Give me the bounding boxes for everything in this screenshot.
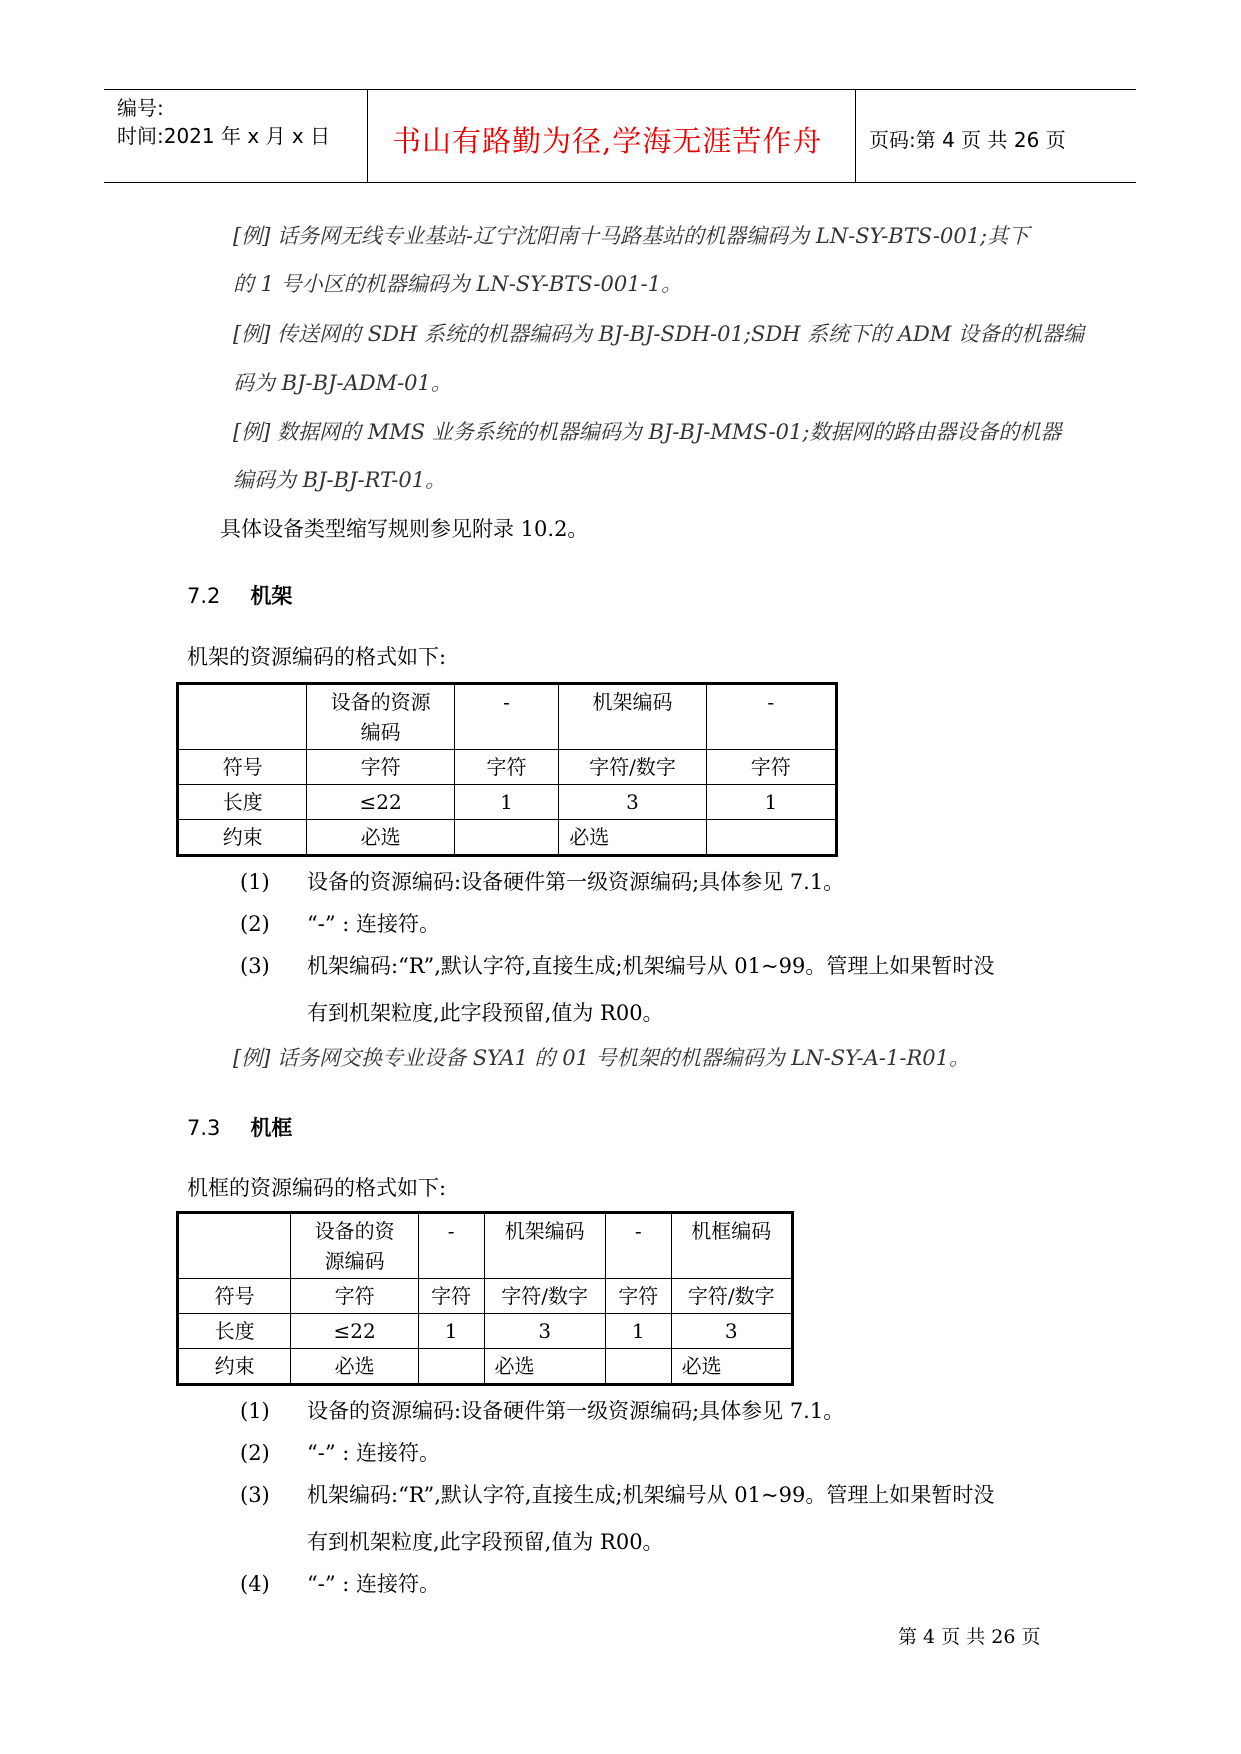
table-cell: 字符 [454, 750, 559, 785]
table-row [178, 1279, 793, 1314]
note-text: 机架编码:“R”,默认字符,直接生成;机架编号从 01~99。管理上如果暂时没 [307, 1483, 995, 1507]
table-cell: 字符 [291, 1279, 418, 1314]
table-row [178, 1314, 793, 1349]
note-index: (3) [240, 1483, 270, 1507]
example-line: [例] 传送网的 SDH 系统的机器编码为 BJ-BJ-SDH-01;SDH 系统下的 ADM 设备的机器编 [233, 322, 1085, 346]
section-title: 机框 [250, 1116, 293, 1140]
table-cell: 机框编码 [671, 1213, 792, 1279]
header-time-label: 时间:2021 年 x 月 x 日 [117, 124, 331, 148]
table-cell: 设备的资源编码 [307, 684, 454, 750]
table-cell: 3 [484, 1314, 605, 1349]
table-row [178, 820, 837, 856]
table-cell: 长度 [178, 785, 307, 820]
table-cell: 必选 [671, 1349, 792, 1385]
table-cell: 字符 [605, 1279, 671, 1314]
table-cell [454, 820, 559, 856]
table-row [178, 750, 837, 785]
table-cell: 1 [418, 1314, 484, 1349]
note-index: (1) [240, 870, 270, 894]
note-index: (2) [240, 912, 270, 936]
note-text: “-” : 连接符。 [307, 1441, 440, 1465]
table-row [178, 1213, 793, 1279]
table-cell: 必选 [291, 1349, 418, 1385]
table-cell: 3 [559, 785, 706, 820]
table-cell: 1 [706, 785, 836, 820]
note-index: (2) [240, 1441, 270, 1465]
header-top-rule [104, 89, 1136, 90]
table-cell: 长度 [178, 1314, 291, 1349]
table-cell: 1 [605, 1314, 671, 1349]
table-cell: 约束 [178, 820, 307, 856]
example-line: 编码为 BJ-BJ-RT-01。 [233, 468, 447, 492]
section-title: 机架 [250, 584, 293, 608]
section-intro: 机框的资源编码的格式如下: [187, 1176, 447, 1200]
note-text-continued: 有到机架粒度,此字段预留,值为 R00。 [307, 1530, 664, 1554]
table-cell: - [454, 684, 559, 750]
table-cell: 字符 [307, 750, 454, 785]
note-text: “-” : 连接符。 [307, 1572, 440, 1596]
table-cell [605, 1349, 671, 1385]
table-cell: 必选 [559, 820, 706, 856]
table-cell [178, 1213, 291, 1279]
table-row [178, 1349, 793, 1385]
note-text: 机架编码:“R”,默认字符,直接生成;机架编号从 01~99。管理上如果暂时没 [307, 954, 995, 978]
note-text: 设备的资源编码:设备硬件第一级资源编码;具体参见 7.1。 [307, 1399, 845, 1423]
section-heading-7-3 [187, 1112, 292, 1142]
note-index: (4) [240, 1572, 270, 1596]
table-cell: ≤22 [291, 1314, 418, 1349]
section-intro: 机架的资源编码的格式如下: [187, 645, 447, 669]
table-cell [706, 820, 836, 856]
table-cell: 字符/数字 [559, 750, 706, 785]
table-cell [178, 684, 307, 750]
page-footer: 第 4 页 共 26 页 [898, 1626, 1041, 1648]
table-cell: ≤22 [307, 785, 454, 820]
note-text: “-” : 连接符。 [307, 912, 440, 936]
table-cell: 字符/数字 [484, 1279, 605, 1314]
table-cell: 符号 [178, 1279, 291, 1314]
header-motto: 书山有路勤为径,学海无涯苦作舟 [392, 124, 823, 158]
header-number-label: 编号: [117, 96, 164, 120]
table-cell: 设备的资源编码 [291, 1213, 418, 1279]
example-line: [例] 话务网交换专业设备 SYA1 的 01 号机架的机器编码为 LN-SY-A-1-R01。 [233, 1046, 971, 1070]
header-bottom-rule [104, 182, 1136, 183]
table-cell: 必选 [307, 820, 454, 856]
note-text-continued: 有到机架粒度,此字段预留,值为 R00。 [307, 1001, 664, 1025]
table-cell: 约束 [178, 1349, 291, 1385]
table-cell: 字符 [706, 750, 836, 785]
table-cell: 符号 [178, 750, 307, 785]
section-number: 7.2 [187, 584, 221, 608]
section-heading-7-2 [187, 580, 292, 610]
header-divider-right [855, 89, 856, 183]
table-cell: 字符 [418, 1279, 484, 1314]
table-cell: 3 [671, 1314, 792, 1349]
table-cell [418, 1349, 484, 1385]
table-cell: 必选 [484, 1349, 605, 1385]
example-line: 的 1 号小区的机器编码为 LN-SY-BTS-001-1。 [233, 272, 683, 296]
note-index: (1) [240, 1399, 270, 1423]
header-divider-left [367, 89, 368, 183]
table-cell: - [706, 684, 836, 750]
example-line: [例] 数据网的 MMS 业务系统的机器编码为 BJ-BJ-MMS-01;数据网的路由器设备的机器 [233, 420, 1062, 444]
frame-format-table [176, 1211, 794, 1386]
rack-format-table [176, 682, 838, 857]
example-line: 码为 BJ-BJ-ADM-01。 [233, 371, 452, 395]
table-cell: 机架编码 [559, 684, 706, 750]
example-line: [例] 话务网无线专业基站-辽宁沈阳南十马路基站的机器编码为 LN-SY-BTS-001;其下 [233, 224, 1030, 248]
table-row [178, 785, 837, 820]
header-page-label: 页码:第 4 页 共 26 页 [869, 128, 1066, 152]
table-cell: - [605, 1213, 671, 1279]
table-cell: 机架编码 [484, 1213, 605, 1279]
note-text: 设备的资源编码:设备硬件第一级资源编码;具体参见 7.1。 [307, 870, 845, 894]
table-cell: - [418, 1213, 484, 1279]
table-cell: 字符/数字 [671, 1279, 792, 1314]
section-number: 7.3 [187, 1116, 221, 1140]
note-index: (3) [240, 954, 270, 978]
table-cell: 1 [454, 785, 559, 820]
table-row [178, 684, 837, 750]
appendix-note: 具体设备类型缩写规则参见附录 10.2。 [220, 517, 589, 541]
